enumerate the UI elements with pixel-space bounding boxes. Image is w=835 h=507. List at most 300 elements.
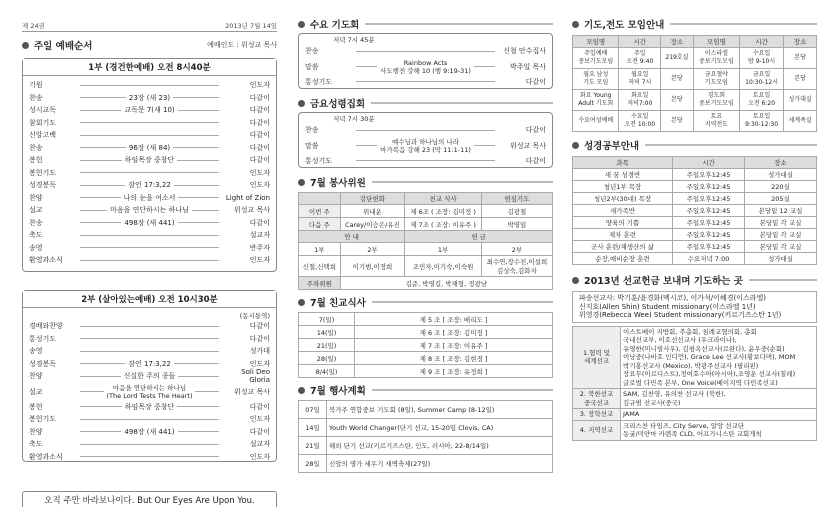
- worship-guide: 예배인도 : 위성교 목사: [207, 41, 277, 49]
- study-table: [572, 156, 817, 265]
- order-row: [29, 204, 270, 217]
- study-cell: 새가족반: [573, 205, 673, 217]
- order-row: [29, 79, 270, 92]
- bullet-icon: [572, 21, 579, 28]
- fri-box: [298, 112, 553, 168]
- fellowship-date: 14(일): [299, 326, 355, 339]
- service-section-title: 7월 봉사위원: [298, 175, 553, 189]
- fellowship-row: [299, 339, 553, 352]
- event-date: 21일: [299, 437, 327, 455]
- study-cell: 220실: [745, 181, 817, 193]
- study-cell: 성가대실: [745, 169, 817, 181]
- order-leader: 다같이: [525, 77, 546, 86]
- event-row: [299, 455, 553, 473]
- bullet-icon: [298, 179, 305, 186]
- page-number: 제 24권: [22, 22, 45, 30]
- order-leader: 인도자: [249, 168, 270, 177]
- order-detail: 마음을 연단하시는 하나님 (The Lord Tests The Heart): [106, 383, 193, 400]
- order-line: [192, 210, 219, 211]
- prayer-header-cell: 장소: [784, 36, 817, 48]
- study-row: [573, 169, 817, 181]
- order-row: [29, 333, 270, 346]
- order-line: [80, 222, 121, 223]
- order-line: [80, 247, 219, 248]
- order-line: [173, 147, 219, 148]
- order-item: 통성기도: [305, 156, 333, 165]
- mission-row: [573, 389, 817, 409]
- fellowship-group: 제 8 조 [ 조장: 김현정 ]: [355, 352, 553, 365]
- order-line: [80, 110, 121, 111]
- order-row: [29, 254, 270, 267]
- order-line: [80, 135, 219, 136]
- mission-row: [573, 326, 817, 389]
- prayer-row: [573, 90, 817, 111]
- service-header-cell: [299, 193, 341, 205]
- order-line: [80, 391, 104, 392]
- order-line: [174, 185, 219, 186]
- order-leader: 위성교 목사: [233, 387, 270, 396]
- service-subheader-cell: 2부: [481, 243, 552, 256]
- prayer-cell: 수요일 밤 9-10시: [740, 48, 784, 69]
- order-leader: 위성교 목사: [233, 206, 270, 215]
- order-leader: 인도자: [249, 256, 270, 265]
- order-row: [29, 167, 270, 180]
- order-line: [356, 130, 495, 131]
- study-cell: 양육의 기쁨: [573, 217, 673, 229]
- fellowship-date: 28(일): [299, 352, 355, 365]
- order-item: 찬양: [29, 372, 43, 381]
- study-cell: 수요저녁 7:00: [673, 253, 745, 265]
- study-cell: 본당밑 12 교실: [745, 205, 817, 217]
- interpretation-note: (동시통역): [239, 312, 270, 320]
- order-line: [80, 97, 126, 98]
- mission-row: [573, 420, 817, 440]
- fellowship-date: 7(일): [299, 313, 355, 326]
- order-item: 성시교독: [29, 106, 57, 115]
- order-row: [29, 229, 270, 242]
- order-detail: 교독문 7(새 10): [124, 106, 175, 115]
- order-item: 찬양: [29, 427, 43, 436]
- order-row: [29, 320, 270, 333]
- order-row: [29, 345, 270, 358]
- prayer-cell: 219호실: [661, 48, 694, 69]
- prayer-cell: 본당: [661, 69, 694, 90]
- order-leader: 인도자: [249, 415, 270, 424]
- service-cell: 김광철: [481, 205, 552, 218]
- order-row: [29, 179, 270, 192]
- service-usher-cell: 최수연,장수진,이설희 김상숙,김화자: [481, 256, 552, 277]
- prayer-cell: 본당: [661, 90, 694, 111]
- missionary-line: 위영경(Rebecca Wee) Student missionary(키르기즈스탄 1년): [579, 311, 782, 319]
- order-line: [80, 235, 219, 236]
- worship-section-title: 주일 예배순서 예배인도 : 위성교 목사: [22, 38, 277, 52]
- order-row: [305, 58, 546, 76]
- order-leader: 다같이: [249, 402, 270, 411]
- page-header: [22, 21, 277, 32]
- prayer-row: [573, 111, 817, 132]
- prayer-cell: 화요일 저녁7:00: [619, 90, 661, 111]
- fellowship-date: 8/4(일): [299, 365, 355, 378]
- fellowship-row: [299, 326, 553, 339]
- order-leader: 설교자: [249, 231, 270, 240]
- order-leader: 다같이: [249, 118, 270, 127]
- order-line: [178, 431, 219, 432]
- order-line: [356, 145, 377, 146]
- bullet-icon: [298, 21, 305, 28]
- study-cell: 주일오후12:45: [673, 229, 745, 241]
- study-cell: 주일오후12:45: [673, 217, 745, 229]
- order-line: [474, 66, 495, 67]
- service-cell: 박영일: [481, 218, 552, 231]
- prayer-cell: 수요일 오전 10:00: [619, 111, 661, 132]
- prayer-cell: 성가대실: [784, 90, 817, 111]
- prayer-cell: 본당: [784, 69, 817, 90]
- order-row: [29, 370, 270, 383]
- study-cell: 205실: [745, 193, 817, 205]
- fellowship-section-title: 7월 친교식사: [298, 295, 553, 309]
- service-header-cell: 강단헌화: [340, 193, 405, 205]
- wed-time: 저녁 7시 45분: [333, 36, 375, 44]
- order-row: [29, 383, 270, 401]
- service-usher-cell: 조민자,이기숙,이숙원: [405, 256, 482, 277]
- wed-section-title: 수요 기도회: [298, 17, 553, 31]
- study-row: [573, 217, 817, 229]
- order-item: 말씀: [305, 141, 319, 150]
- order-leader: 다같이: [249, 322, 270, 331]
- middle-column: [298, 17, 553, 473]
- fellowship-group: 제 5 조 [ 조장: 배리도 ]: [355, 313, 553, 326]
- order-leader: 다같이: [249, 334, 270, 343]
- prayer-cell: 토요일 오전 6:20: [740, 90, 784, 111]
- order-line: [80, 147, 126, 148]
- order-leader: 다같이: [249, 106, 271, 115]
- bullet-icon: [298, 299, 305, 306]
- order-leader: Soli Deo Gloria: [241, 368, 271, 385]
- order-line: [174, 363, 219, 364]
- order-line: [80, 338, 219, 339]
- wed-order: [305, 45, 546, 88]
- order-item: 경배와찬양: [29, 322, 63, 331]
- order-leader: 다같이: [249, 143, 271, 152]
- study-cell: 주일오후12:45: [673, 169, 745, 181]
- first-service-order: [29, 79, 270, 267]
- study-cell: 성가대실: [745, 253, 817, 265]
- order-row: [29, 92, 270, 105]
- prayer-section-title: 기도,전도 모임안내: [572, 17, 817, 31]
- event-desc: 북가주 연합중보 기도회 (8일), Summer Camp (8-12일): [327, 401, 553, 419]
- prayer-header-cell: 모임명: [693, 36, 739, 48]
- order-item: 말씀: [305, 62, 319, 71]
- order-line: [474, 145, 495, 146]
- prayer-cell: 월요 남성 기도 모임: [573, 69, 619, 90]
- order-line: [80, 260, 219, 261]
- bullet-icon: [572, 277, 579, 284]
- fellowship-row: [299, 313, 553, 326]
- order-line: [178, 110, 219, 111]
- event-row: [299, 419, 553, 437]
- order-leader: 인도자: [249, 81, 270, 90]
- prayer-row: [573, 48, 817, 69]
- fellowship-group: 제 9 조 [ 조장: 유정희 ]: [355, 365, 553, 378]
- study-section-title: 성경공부안내: [572, 138, 817, 152]
- order-row: [29, 129, 270, 142]
- first-service-title: 1부 (경건한예배) 오전 8시40분: [23, 59, 276, 76]
- order-leader: 반주자: [249, 243, 270, 252]
- order-row: [305, 76, 546, 89]
- order-detail: 잠언 17:3,22: [128, 359, 171, 368]
- order-detail: 나의 눈을 여소서: [123, 193, 176, 202]
- order-row: [29, 192, 270, 205]
- order-item: 환영과소식: [29, 256, 63, 265]
- study-cell: 주일오후12:45: [673, 205, 745, 217]
- order-line: [173, 97, 219, 98]
- prayer-cell: 금요철야 기도모임: [693, 69, 739, 90]
- mission-category: 2. 북한선교 중국선교: [573, 389, 621, 409]
- service-usher-cell: 이기범,이정희: [340, 256, 405, 277]
- mission-category: 1.협력 및 세계선교: [573, 326, 621, 389]
- prayer-cell: 본당: [661, 111, 694, 132]
- study-row: [573, 181, 817, 193]
- mission-detail: 이스트베이 지방회, 주총회, 침례교협의회, 총회 국내선교부, 이호선선교사 (우크라이나), 유영한(미니빌사우), 김평옥선교사(르완다), 윤우중(순회) 이낭중(나바호 인디언), Grace Lee 선교사(황보다며), MOM 박기홍선교사 (Mexico), 박광주선교사 (필리핀) 장요무(이르디스트),정여호수아(아시아),조영운 선교사(칠레) 글로벌 다민족 본부, One Voice(베이지역 다민족선교): [621, 326, 817, 389]
- fri-section-title: 금요성령집회: [298, 96, 553, 110]
- offering-header: 헌 금: [405, 231, 553, 243]
- order-leader: 다같이: [249, 93, 271, 102]
- order-item: 설교: [29, 206, 43, 215]
- fellowship-table: [298, 312, 553, 378]
- order-row: [29, 154, 270, 167]
- order-line: [80, 456, 219, 457]
- order-item: 송영: [29, 347, 43, 356]
- order-detail: 예수님과 하나님의 나라 마가복음 강해 23 (막 11:1-11): [380, 137, 471, 154]
- study-cell: 순장,예비순장 훈련: [573, 253, 673, 265]
- order-leader: Light of Zion: [225, 193, 271, 202]
- order-leader: 인도자: [249, 181, 271, 190]
- fellowship-date: 21(일): [299, 339, 355, 352]
- study-row: [573, 205, 817, 217]
- prayer-cell: 세계족실: [784, 111, 817, 132]
- study-cell: 본당밑 각 교실: [745, 217, 817, 229]
- fellowship-group: 제 7 조 [ 조장: 이유주 ]: [355, 339, 553, 352]
- worship-column: [22, 38, 277, 462]
- right-column: [572, 17, 817, 441]
- service-cell: 제 6조 ( 조장: 김미정 ): [405, 205, 482, 218]
- order-leader: 인도자: [249, 359, 271, 368]
- study-cell: 청년2부(30대) 목장: [573, 193, 673, 205]
- service-subheader-cell: 1부: [405, 243, 482, 256]
- prayer-cell: 이스라엘 중보기도모임: [693, 48, 739, 69]
- study-cell: 새 꿈 성경반: [573, 169, 673, 181]
- order-detail: Rainbow Acts 사도행전 강해 10 (행 9:19-31): [380, 58, 471, 75]
- study-cell: 주일오후12:45: [673, 193, 745, 205]
- study-cell: 주일오후12:45: [673, 241, 745, 253]
- service-header-cell: 헌심기도: [481, 193, 552, 205]
- order-leader: 위성교 목사: [509, 141, 546, 150]
- service-cell: Carey/이승은/유진: [340, 218, 405, 231]
- missionary-line: 파송선교사: 박기훈/윤경화(멕시코), 이가석/이혜경(이스라엘): [579, 294, 766, 302]
- service-table: [298, 192, 553, 290]
- missionary-intro: [572, 291, 817, 323]
- order-row: [29, 401, 270, 414]
- order-detail: 96장 (새 84): [128, 143, 171, 152]
- order-row: [305, 137, 546, 155]
- order-item: 성경봉독: [29, 181, 57, 190]
- study-cell: 본당밑 각 교실: [745, 229, 817, 241]
- prayer-cell: 금요일 10:30-12시: [740, 69, 784, 90]
- order-leader: 인도자: [249, 452, 270, 461]
- order-item: 송영: [29, 243, 43, 252]
- prayer-cell: 주일예배 중보기도모임: [573, 48, 619, 69]
- mission-detail: JAMA: [621, 409, 817, 421]
- order-row: [305, 155, 546, 168]
- service-cell: 다음 주: [299, 218, 341, 231]
- order-leader: 다같이: [249, 218, 271, 227]
- event-date: 14일: [299, 419, 327, 437]
- event-date: 28일: [299, 455, 327, 473]
- order-item: 봉헌: [29, 402, 43, 411]
- event-desc: Youth World Changer(단기 선교, 15-20일 Clovis, CA): [327, 419, 553, 437]
- event-desc: 해외 단기 선교(키르기즈스탄, 인도, 러시아, 22-8/14일): [327, 437, 553, 455]
- study-row: [573, 193, 817, 205]
- order-leader: 다같이: [249, 131, 270, 140]
- order-line: [356, 81, 495, 82]
- mission-section-title: 2013년 선교헌금 보내며 기도하는 곳: [572, 273, 817, 287]
- order-leader: 다같이: [525, 156, 546, 165]
- order-line: [178, 222, 219, 223]
- order-row: [29, 438, 270, 451]
- order-row: [29, 142, 270, 155]
- order-leader: 다같이: [249, 427, 271, 436]
- event-date: 07일: [299, 401, 327, 419]
- order-item: 봉헌: [29, 156, 43, 165]
- order-row: [29, 451, 270, 464]
- prayer-cell: 주일 오전 9:40: [619, 48, 661, 69]
- mission-detail: SAM, 김찬영, 유의찬 선교사 (북한), 김규범 선교사(중국): [621, 389, 817, 409]
- study-header-cell: 장소: [745, 157, 817, 169]
- order-line: [80, 85, 219, 86]
- order-line: [80, 363, 125, 364]
- order-line: [356, 66, 377, 67]
- study-row: [573, 253, 817, 265]
- service-header-cell: 친교 식사: [405, 193, 482, 205]
- fellowship-row: [299, 352, 553, 365]
- order-line: [356, 51, 495, 52]
- prayer-cell: 수요여성예배: [573, 111, 619, 132]
- bullet-icon: [572, 142, 579, 149]
- order-line: [80, 406, 122, 407]
- event-row: [299, 401, 553, 419]
- service-row: [299, 205, 553, 218]
- order-line: [356, 160, 495, 161]
- order-line: [80, 172, 219, 173]
- order-row: [305, 45, 546, 58]
- prayer-cell: 토요 지역전도: [693, 111, 739, 132]
- order-line: [80, 197, 121, 198]
- prayer-cell: 경도회 중보기도모임: [693, 90, 739, 111]
- order-detail: 23장 (새 23): [128, 93, 171, 102]
- order-detail: 498장 (새 441): [124, 218, 175, 227]
- service-cell: 이번 주: [299, 205, 341, 218]
- order-line: [177, 406, 219, 407]
- bullet-icon: [298, 100, 305, 107]
- study-cell: 본당밑 각 교실: [745, 241, 817, 253]
- order-detail: 498장 (새 441): [124, 427, 175, 436]
- order-line: [80, 185, 125, 186]
- event-desc: 신앙의 명가 세우기 새벽축제(27일): [327, 455, 553, 473]
- second-service-order: [29, 320, 270, 463]
- order-detail: 잠언 17:3,22: [128, 181, 171, 190]
- order-line: [80, 210, 107, 211]
- order-line: [80, 351, 219, 352]
- order-row: [305, 124, 546, 137]
- order-line: [80, 431, 121, 432]
- order-line: [80, 122, 219, 123]
- order-detail: 마음을 연단하시는 하나님: [110, 206, 189, 215]
- mission-category: 4. 지역선교: [573, 420, 621, 440]
- order-detail: 하임목장 중창단: [124, 402, 175, 411]
- order-item: 찬양: [29, 193, 43, 202]
- prayer-header-cell: 시간: [619, 36, 661, 48]
- order-item: 신앙고백: [29, 131, 57, 140]
- page-date: 2013년 7월 14일: [225, 22, 277, 30]
- order-line: [80, 160, 122, 161]
- order-detail: 신실한 주의 종들: [123, 372, 176, 381]
- prayer-header-cell: 장소: [661, 36, 694, 48]
- service-subheader-cell: 2부: [340, 243, 405, 256]
- order-row: [29, 426, 270, 439]
- mission-row: [573, 409, 817, 421]
- prayer-row: [573, 69, 817, 90]
- order-item: 찬송: [29, 93, 43, 102]
- fellowship-group: 제 6 조 [ 조장: 김미정 ]: [355, 326, 553, 339]
- prayer-cell: 월요일 저녁 7시: [619, 69, 661, 90]
- fri-order: [305, 124, 546, 167]
- parking-value: 김준, 박영길, 박재형, 정광남: [340, 277, 552, 290]
- order-row: [29, 217, 270, 230]
- study-cell: 제자 훈련: [573, 229, 673, 241]
- events-table: [298, 400, 553, 473]
- prayer-cell: 화요 Young Adult 기도회: [573, 90, 619, 111]
- fri-time: 저녁 7시 30분: [333, 115, 375, 123]
- order-item: 찬송: [305, 47, 319, 56]
- order-item: 찬송: [305, 126, 319, 135]
- order-leader: 설교자: [249, 440, 270, 449]
- service-row: [299, 218, 553, 231]
- study-row: [573, 241, 817, 253]
- study-cell: 군사 훈련/재생산의 삶: [573, 241, 673, 253]
- mission-detail: 크리스찬 타임즈, City Serve, 알앙 선교단 동굴/미얀마 카렌족 CLD, 어프가니스탄 교회개척: [621, 420, 817, 440]
- order-line: [80, 376, 121, 377]
- study-cell: 청년1부 목장: [573, 181, 673, 193]
- prayer-header-cell: 모임명: [573, 36, 619, 48]
- order-item: 봉헌기도: [29, 415, 57, 424]
- study-header-cell: 과목: [573, 157, 673, 169]
- events-section-title: 7월 행사계획: [298, 383, 553, 397]
- order-item: 찬송: [29, 143, 43, 152]
- order-item: 성경봉독: [29, 359, 57, 368]
- bullet-icon: [22, 42, 29, 49]
- prayer-cell: 토요일 9:30-12:30: [740, 111, 784, 132]
- order-item: 기원: [29, 81, 43, 90]
- service-usher-cell: 신철,신택희: [299, 256, 341, 277]
- order-line: [177, 160, 219, 161]
- order-line: [80, 326, 219, 327]
- second-service-box: [22, 290, 277, 462]
- order-item: 환영과소식: [29, 452, 63, 461]
- missionary-line: 신지호(Allen Shin) Student missionary(이스라엘 1년): [579, 302, 756, 311]
- service-cell: 제 7조 ( 조장: 이유주 ): [405, 218, 482, 231]
- second-service-title: 2부 (살아있는예배) 오전 10시30분: [23, 291, 276, 308]
- order-line: [178, 376, 219, 377]
